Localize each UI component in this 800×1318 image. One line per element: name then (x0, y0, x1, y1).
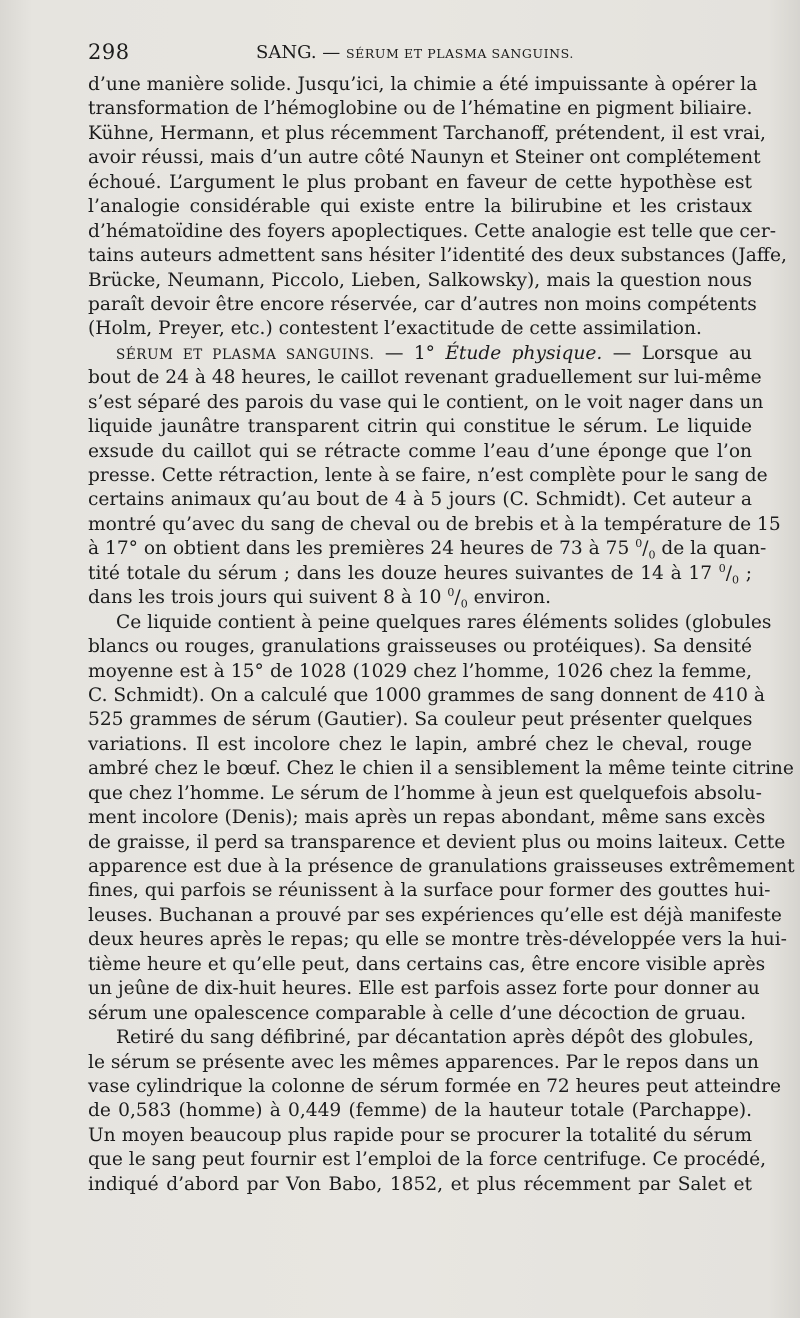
text-line-percent (88, 537, 767, 563)
text-line: moyenne est à 15° de 1028 (1029 chez l’homme, 1026 chez la femme, (88, 660, 752, 682)
text-line: Ce liquide contient à peine quelques rares éléments solides (globules (116, 611, 772, 633)
text-line-percent (88, 562, 752, 586)
text-line: certains animaux qu’au bout de 4 à 5 jours (C. Schmidt). Cet auteur a (88, 489, 752, 511)
text-line: presse. Cette rétraction, lente à se faire, n’est complète pour le sang de (88, 465, 768, 486)
text-line: deux heures après le repas; qu elle se montre très-développée vers la hui- (88, 929, 787, 951)
section-subheading: Étude physique. (445, 342, 603, 364)
percent-sub: 0 (732, 573, 740, 587)
section-heading: SÉRUM ET PLASMA SANGUINS. (116, 346, 375, 363)
page-number: 298 (88, 40, 130, 64)
text-line: ment incolore (Denis); mais après un repas abondant, même sans excès (88, 807, 766, 829)
text-line: tième heure et qu’elle peut, dans certains cas, être encore visible après (88, 953, 766, 975)
text-line: Kühne, Hermann, et plus récemment Tarchanoff, prétendent, il est vrai, (88, 122, 766, 144)
text-line: un jeûne de dix-huit heures. Elle est parfois assez forte pour donner au (88, 978, 760, 1000)
percent-sup: 0 (447, 586, 455, 599)
running-header (88, 40, 748, 70)
text-line: ambré chez le bœuf. Chez le chien il a sensiblement la même teinte citrine (88, 758, 794, 780)
text-line: de 0,583 (homme) à 0,449 (femme) de la hauteur totale (Parchappe). (88, 1100, 752, 1122)
text-line: vase cylindrique la colonne de sérum formée en 72 heures peut atteindre (88, 1075, 781, 1097)
text-line: (Holm, Preyer, etc.) contestent l’exactitude de cette assimilation. (88, 318, 702, 340)
text-line: tains auteurs admettent sans hésiter l’identité des deux substances (Jaffe, (88, 245, 787, 267)
percent-slash: / (454, 587, 461, 609)
running-title-dash: — (316, 42, 346, 63)
section-heading-line (88, 342, 752, 366)
text-line: s’est séparé des parois du vase qui le contient, on le voit nager dans un (88, 391, 764, 413)
text-line: bout de 24 à 48 heures, le caillot revenant graduellement sur lui-même (88, 367, 762, 389)
section-sep: — (602, 342, 642, 364)
text-fragment: tité totale du sérum ; dans les douze heures suivantes de 14 à 17 (88, 562, 719, 584)
section-part: 1° (413, 342, 446, 364)
text-line: le sérum se présente avec les mêmes apparences. Par le repos dans un (88, 1051, 759, 1073)
percent-slash: / (642, 538, 649, 560)
text-line: Un moyen beaucoup plus rapide pour se procurer la totalité du sérum (88, 1124, 752, 1146)
text-line: l’analogie considérable qui existe entre la bilirubine et les cristaux (88, 196, 752, 218)
text-line: Brücke, Neumann, Piccolo, Lieben, Salkowsky), mais la question nous (88, 269, 752, 291)
running-title-section: SÉRUM ET PLASMA SANGUINS. (346, 46, 574, 61)
text-line: échoué. L’argument le plus probant en faveur de cette hypothèse est (88, 171, 752, 193)
percent-sup: 0 (718, 561, 726, 575)
body-text (88, 73, 795, 1197)
text-fragment: ; (739, 562, 752, 584)
text-line-percent (88, 586, 752, 610)
section-rest: Lorsque au (641, 342, 752, 364)
text-line: transformation de l’hémoglobine ou de l’hématine en pigment biliaire. (88, 98, 753, 120)
percent-sub: 0 (460, 597, 468, 611)
text-line: paraît devoir être encore réservée, car d’autres non moins compétents (88, 293, 757, 315)
text-line: de graisse, il perd sa transparence et devient plus ou moins laiteux. Cette (88, 831, 786, 853)
text-line: C. Schmidt). On a calculé que 1000 grammes de sang donnent de 410 à (88, 684, 765, 706)
text-line: indiqué d’abord par Von Babo, 1852, et plus récemment par Salet et (88, 1173, 752, 1195)
text-line: exsude du caillot qui se rétracte comme l’eau d’une éponge que l’on (88, 440, 752, 462)
text-line: leuses. Buchanan a prouvé par ses expériences qu’elle est déjà manifeste (88, 904, 782, 926)
running-title (256, 42, 574, 63)
text-line: 525 grammes de sérum (Gautier). Sa couleur peut présenter quelques (88, 709, 753, 731)
text-line: Retiré du sang défibriné, par décantation après dépôt des globules, (116, 1027, 754, 1049)
text-fragment: à 17° on obtient dans les premières 24 heures de 73 à 75 (88, 538, 636, 560)
text-line: que chez l’homme. Le sérum de l’homme à jeun est quelquefois absolu- (88, 782, 762, 804)
text-line: d’une manière solide. Jusqu’ici, la chimie a été impuissante à opérer la (88, 74, 758, 95)
text-line: apparence est due à la présence de granulations graisseuses extrêmement (88, 856, 795, 877)
text-line: variations. Il est incolore chez le lapin, ambré chez le cheval, rouge (88, 733, 752, 755)
text-line: avoir réussi, mais d’un autre côté Naunyn et Steiner ont complétement (88, 147, 761, 169)
percent-sub: 0 (648, 549, 656, 563)
text-fragment: de la quan- (655, 538, 767, 560)
section-sep: — (374, 342, 414, 364)
text-line: fines, qui parfois se réunissent à la surface pour former des gouttes hui- (88, 880, 771, 902)
percent-sup: 0 (635, 537, 643, 551)
text-line: montré qu’avec du sang de cheval ou de brebis et à la température de 15 (88, 513, 781, 535)
text-fragment: dans les trois jours qui suivent 8 à 10 (88, 587, 448, 609)
text-line: blancs ou rouges, granulations graisseuses ou protéiques). Sa densité (88, 636, 752, 658)
text-line: sérum une opalescence comparable à celle d’une décoction de gruau. (88, 1002, 747, 1024)
percent-slash: / (725, 562, 733, 584)
text-line: que le sang peut fournir est l’emploi de la force centrifuge. Ce procédé, (88, 1149, 767, 1171)
running-title-main: SANG. (256, 42, 317, 63)
text-line: d’hématoïdine des foyers apoplectiques. Cette analogie est telle que cer- (88, 220, 776, 242)
text-fragment: environ. (467, 587, 551, 609)
text-line: liquide jaunâtre transparent citrin qui constitue le sérum. Le liquide (88, 416, 752, 438)
